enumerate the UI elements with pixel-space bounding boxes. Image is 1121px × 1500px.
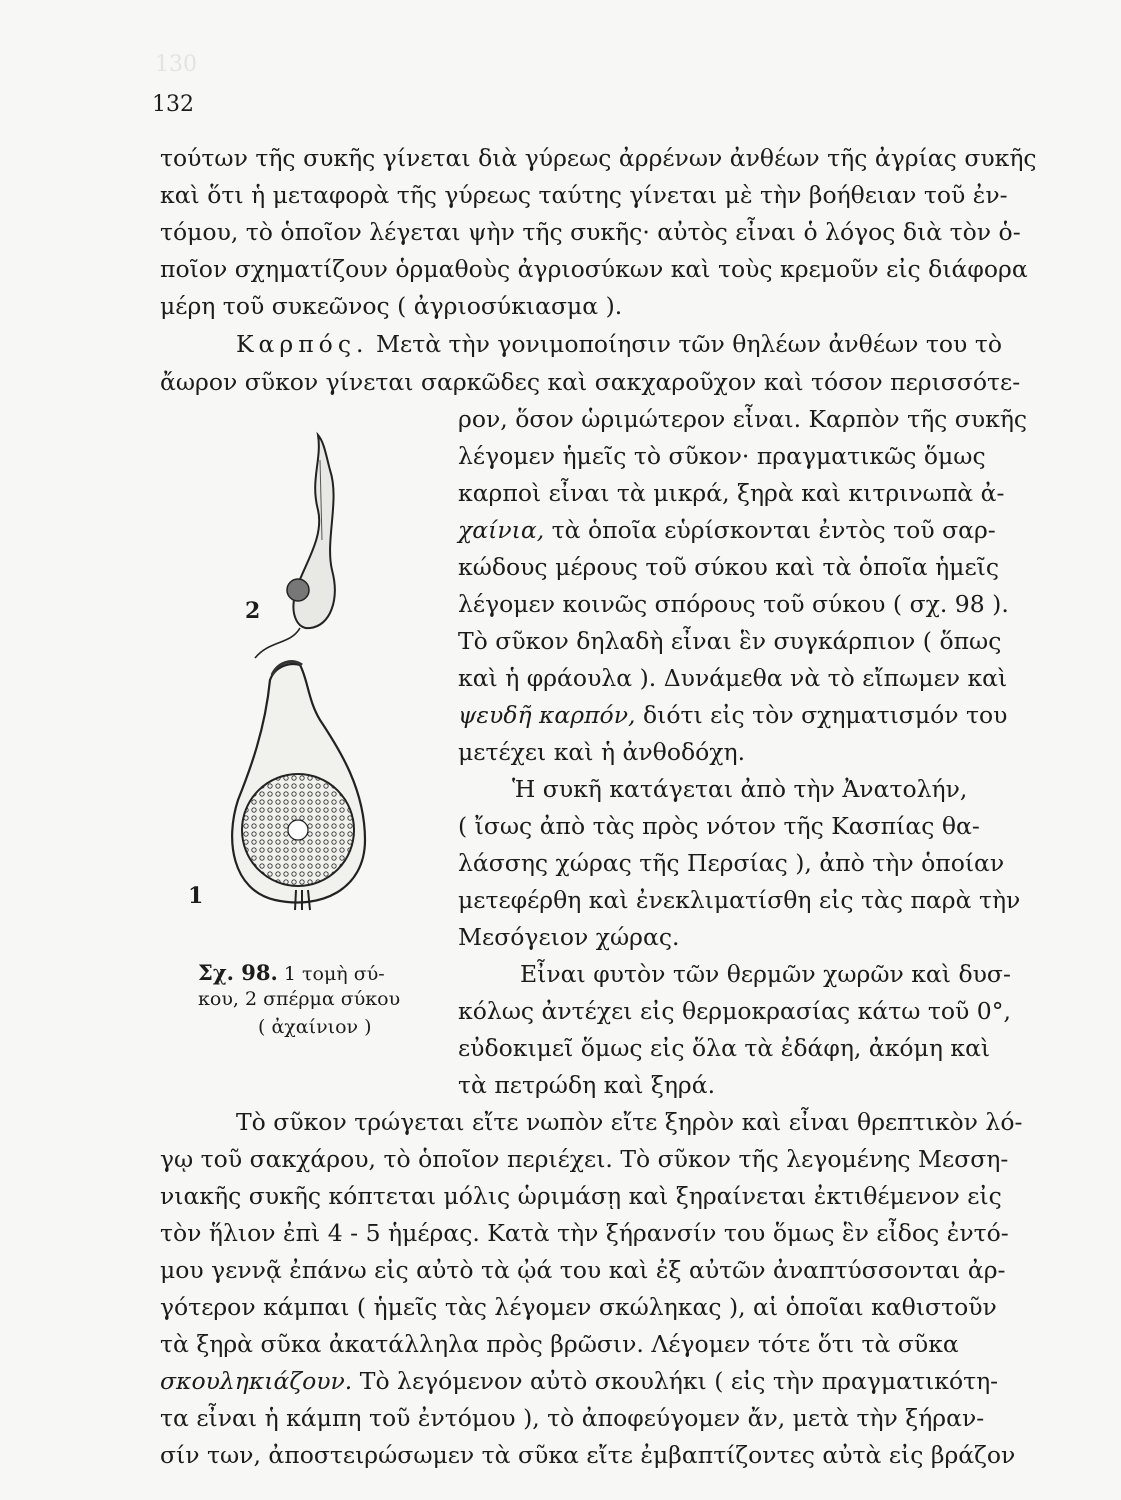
text-line: μετέχει καὶ ἡ ἀνθοδόχη. bbox=[458, 738, 746, 766]
text-run: Τὸ λεγόμενον αὐτὸ σκουλήκι ( εἰς τὴν πραγματικότη- bbox=[359, 1367, 999, 1395]
text-line: λέγομεν ἡμεῖς τὸ σῦκον· πραγματικῶς ὅμως bbox=[458, 442, 986, 470]
text-line: Ἡ συκῆ κατάγεται ἀπὸ τὴν Ἀνατολήν, bbox=[512, 775, 968, 803]
text-run: Μετὰ τὴν γονιμοποίησιν τῶν θηλέων ἀνθέων του τὸ bbox=[375, 330, 1002, 358]
text-line: Τὸ σῦκον δηλαδὴ εἶναι ἓν συγκάρπιον ( ὅπως bbox=[458, 627, 1002, 655]
text-line: Εἶναι φυτὸν τῶν θερμῶν χωρῶν καὶ δυσ- bbox=[520, 960, 1011, 988]
text-line bbox=[458, 516, 996, 544]
figure-label-fig: 1 bbox=[188, 883, 204, 909]
text-line: Τὸ σῦκον τρώγεται εἴτε νωπὸν εἴτε ξηρὸν καὶ εἶναι θρεπτικὸν λό- bbox=[236, 1108, 1023, 1136]
figure-label-seed: 2 bbox=[245, 598, 261, 624]
italic-term: ψευδῆ καρπόν, bbox=[458, 701, 636, 729]
text-line: καρποὶ εἶναι τὰ μικρά, ξηρὰ καὶ κιτρινωπὰ ἀ- bbox=[458, 479, 1005, 507]
text-run: διότι εἰς τὸν σχηματισμόν του bbox=[642, 701, 1008, 729]
bleed-through-page-number: 130 bbox=[155, 52, 197, 77]
text-line: ἄωρον σῦκον γίνεται σαρκῶδες καὶ σακχαροῦχον καὶ τόσον περισσότε- bbox=[160, 368, 1021, 396]
text-run: τὰ ὁποῖα εὑρίσκονται ἐντὸς τοῦ σαρ- bbox=[551, 516, 996, 544]
text-line: τα εἶναι ἡ κάμπη τοῦ ἐντόμου ), τὸ ἀποφεύγομεν ἄν, μετὰ τὴν ξήραν- bbox=[160, 1404, 985, 1432]
seed-drawing bbox=[255, 435, 335, 658]
fig-98-illustration bbox=[170, 430, 450, 920]
text-line: κώδους μέρους τοῦ σύκου καὶ τὰ ὁποῖα ἡμεῖς bbox=[458, 553, 999, 581]
text-line: νιακῆς συκῆς κόπτεται μόλις ὡριμάσῃ καὶ ξηραίνεται ἐκτιθέμενον εἰς bbox=[160, 1182, 1002, 1210]
text-line bbox=[458, 701, 1007, 729]
page-number: 132 bbox=[152, 92, 194, 117]
section-heading: Καρπός. bbox=[236, 330, 369, 358]
text-line: λέγομεν κοινῶς σπόρους τοῦ σύκου ( σχ. 98 ). bbox=[458, 590, 1009, 618]
text-line: κόλως ἀντέχει εἰς θερμοκρασίας κάτω τοῦ 0°, bbox=[458, 997, 1011, 1025]
text-line: μου γεννᾷ ἐπάνω εἰς αὐτὸ τὰ ᾠά του καὶ ἐξ αὐτῶν ἀναπτύσσονται ἀρ- bbox=[160, 1256, 1006, 1284]
text-line: ποῖον σχηματίζουν ὁρμαθοὺς ἀγριοσύκων καὶ τοὺς κρεμοῦν εἰς διάφορα bbox=[160, 255, 1028, 283]
fig-section-drawing bbox=[232, 662, 365, 910]
italic-term: σκουληκιάζουν. bbox=[160, 1367, 353, 1395]
italic-term: χαίνια, bbox=[458, 516, 545, 544]
text-line: εὐδοκιμεῖ ὅμως εἰς ὅλα τὰ ἐδάφη, ἀκόμη καὶ bbox=[458, 1034, 991, 1062]
text-line: λάσσης χώρας τῆς Περσίας ), ἀπὸ τὴν ὁποίαν bbox=[458, 849, 1005, 877]
text-line: Μεσόγειον χώρας. bbox=[458, 923, 680, 951]
text-line: ρον, ὅσον ὡριμώτερον εἶναι. Καρπὸν τῆς συκῆς bbox=[458, 405, 1028, 433]
figure-caption-line: ( ἀχαίνιον ) bbox=[258, 1016, 372, 1038]
section-heading-line bbox=[236, 330, 1002, 358]
text-line: μετεφέρθη καὶ ἐνεκλιματίσθη εἰς τὰς παρὰ τὴν bbox=[458, 886, 1021, 914]
text-line: καὶ ὅτι ἡ μεταφορὰ τῆς γύρεως ταύτης γίνεται μὲ τὴν βοήθειαν τοῦ ἐν- bbox=[160, 181, 1008, 209]
text-line: ( ἴσως ἀπὸ τὰς πρὸς νότον τῆς Κασπίας θα- bbox=[458, 812, 980, 840]
text-line: γῳ τοῦ σακχάρου, τὸ ὁποῖον περιέχει. Τὸ σῦκον τῆς λεγομένης Μεσση- bbox=[160, 1145, 1009, 1173]
text-line: καὶ ἡ φράουλα ). Δυνάμεθα νὰ τὸ εἴπωμεν καὶ bbox=[458, 664, 1008, 692]
figure-caption-line bbox=[198, 960, 385, 985]
text-line: μέρη τοῦ συκεῶνος ( ἀγριοσύκιασμα ). bbox=[160, 292, 623, 320]
text-line bbox=[160, 1367, 998, 1395]
fig-illustration-svg bbox=[170, 430, 450, 920]
text-line: τόμου, τὸ ὁποῖον λέγεται ψὴν τῆς συκῆς· αὐτὸς εἶναι ὁ λόγος διὰ τὸν ὁ- bbox=[160, 218, 1021, 246]
text-line: γότερον κάμπαι ( ἡμεῖς τὰς λέγομεν σκώληκας ), αἱ ὁποῖαι καθιστοῦν bbox=[160, 1293, 997, 1321]
text-line: τὰ ξηρὰ σῦκα ἀκατάλληλα πρὸς βρῶσιν. Λέγομεν τότε ὅτι τὰ σῦκα bbox=[160, 1330, 959, 1358]
text-line: τούτων τῆς συκῆς γίνεται διὰ γύρεως ἀρρένων ἀνθέων τῆς ἀγρίας συκῆς bbox=[160, 144, 1037, 172]
figure-caption-line: κου, 2 σπέρμα σύκου bbox=[198, 988, 401, 1010]
text-line: σίν των, ἀποστειρώσωμεν τὰ σῦκα εἴτε ἐμβαπτίζοντες αὐτὰ εἰς βράζον bbox=[160, 1441, 1016, 1469]
caption-text: 1 τομὴ σύ- bbox=[283, 963, 385, 985]
text-line: τὸν ἥλιον ἐπὶ 4 - 5 ἡμέρας. Κατὰ τὴν ξήρανσίν του ὅμως ἓν εἶδος ἐντό- bbox=[160, 1219, 1009, 1247]
figure-number: Σχ. 98. bbox=[198, 960, 278, 985]
text-line: τὰ πετρώδη καὶ ξηρά. bbox=[458, 1071, 716, 1099]
